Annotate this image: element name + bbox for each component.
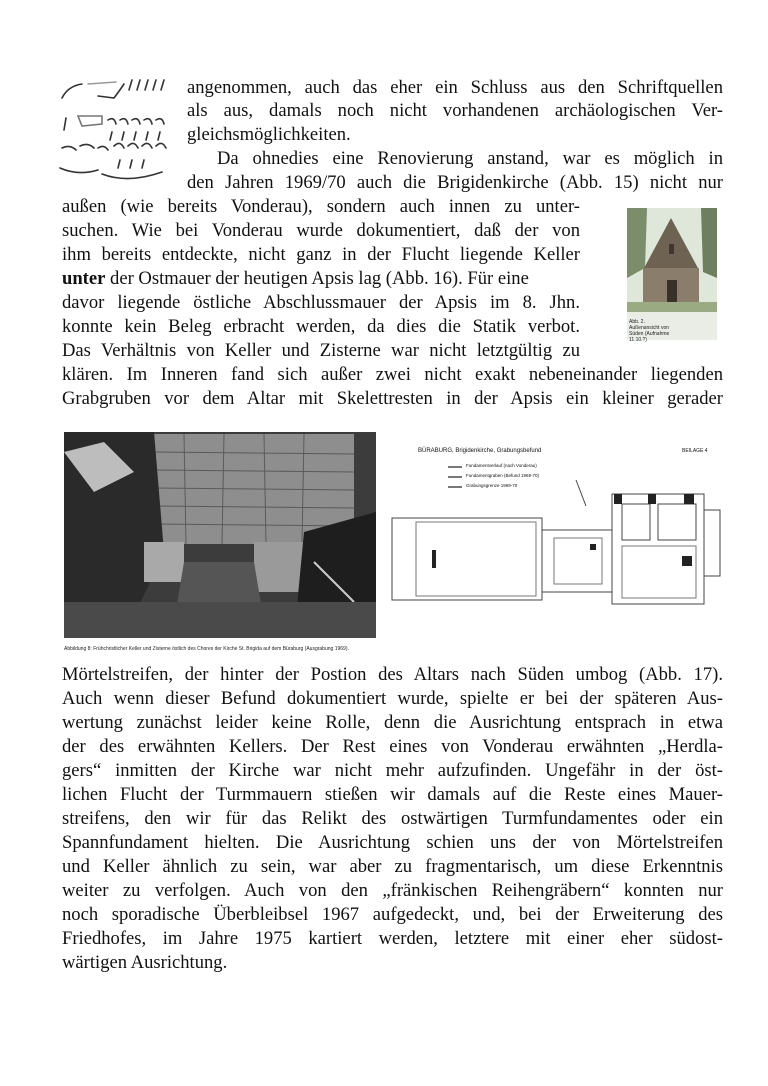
site-plan: [386, 446, 724, 608]
text-line: angenommen, auch das eher ein Schluss aus den Schriftquellen: [187, 77, 723, 98]
plan-tag: BEILAGE 4: [682, 448, 708, 454]
excavation-photo: [64, 432, 376, 652]
text-line: wertung zunächst leider keine Rolle, denn die Ausrichtung entsprach in etwa: [62, 712, 723, 733]
text-line: Auch wenn dieser Befund dokumentiert wurde, spielte er bei der späteren Aus-: [62, 688, 723, 709]
artifact-sketches: [58, 76, 176, 188]
plan-legend-1: Fundamentverlauf (nach Vonderau): [466, 463, 537, 468]
plan-legend-3: Grabungsgrenze 1969-70: [466, 483, 518, 488]
bold-word: unter: [62, 268, 106, 289]
text-line: davor liegende östliche Abschlussmauer der Apsis im 8. Jhn.: [62, 292, 580, 313]
church-illustration: [627, 208, 717, 312]
text-line: wärtigen Ausrichtung.: [62, 952, 228, 973]
text-line: der des erwähnten Kellers. Der Rest eines von Vonderau erwähnten „Herdla-: [62, 736, 723, 757]
text-line: ihm bereits entdeckte, nicht ganz in der Flucht liegende Keller: [62, 244, 580, 265]
church-photo: [627, 208, 717, 343]
text-line: Spannfundament hielten. Die Ausrichtung schien uns der von Mörtelstreifen: [62, 832, 723, 853]
text-line: weiter zu verfolgen. Auch von den „fränkischen Reihengräbern“ konnten nur: [62, 880, 723, 901]
text-line: als aus, damals noch nicht vorhandenen archäologischen Ver-: [187, 100, 723, 121]
excavation-illustration: [64, 432, 376, 638]
text-line: außen (wie bereits Vonderau), sondern auch innen zu unter-: [62, 196, 580, 217]
church-photo-caption: Abb. 2. Außenansicht von Süden (Aufnahme 11.10.?): [629, 319, 670, 343]
text-line: den Jahren 1969/70 auch die Brigidenkirche (Abb. 15) nicht nur: [187, 172, 723, 193]
artifact-drawing: [58, 76, 176, 188]
text-line: Mörtelstreifen, der hinter der Postion des Altars nach Süden umbog (Abb. 17).: [62, 664, 723, 685]
text-line: gleichsmöglichkeiten.: [187, 124, 351, 145]
text-fragment: der Ostmauer der heutigen Apsis lag (Abb. 16). Für eine: [105, 268, 529, 289]
text-line: Das Verhältnis von Keller und Zisterne war nicht letztgültig zu: [62, 340, 580, 361]
text-line: konnte kein Beleg erbracht werden, da dies die Statik verbot.: [62, 316, 580, 337]
text-line: Grabgruben vor dem Altar mit Skelettresten in der Apsis ein kleiner gerader: [62, 388, 723, 409]
text-line: Friedhofes, im Jahre 1975 kartiert werden, letztere mit einer eher südost-: [62, 928, 723, 949]
text-line: noch sporadische Überbleibsel 1967 aufgedeckt, und, bei der Erweiterung des: [62, 904, 723, 925]
text-line: Da ohnedies eine Renovierung anstand, war es möglich in: [217, 148, 723, 169]
text-line: suchen. Wie bei Vonderau wurde dokumentiert, daß der von: [62, 220, 580, 241]
text-line: klären. Im Inneren fand sich außer zwei nicht exakt nebeneinander liegenden: [62, 364, 723, 385]
text-line: streifens, den wir für das Relikt des ostwärtigen Turmfundamentes oder ein: [62, 808, 723, 829]
text-line-unter: [62, 268, 580, 290]
excavation-caption: Abbildung 8: Frühchristlicher Keller und Zisterne östlich des Chores der Kirche St. Brigida auf dem Büraburg (Ausgrabung 1969).: [64, 646, 349, 652]
plan-legend-2: Fundamentgraben (Befund 1969-70): [466, 473, 540, 478]
plan-title: BÜRABURG, Brigidenkirche, Grabungsbefund: [418, 448, 542, 454]
text-line: lichen Flucht der Turmmauern stießen wir damals auf die Reste eines Mauer-: [62, 784, 723, 805]
ground-plan-drawing: [386, 446, 724, 608]
text-line: und Keller ähnlich zu sein, war aber zu fragmentarisch, um diese Erkenntnis: [62, 856, 723, 877]
text-line: gers“ inmitten der Kirche war nicht mehr aufzufinden. Ungefähr in der öst-: [62, 760, 723, 781]
